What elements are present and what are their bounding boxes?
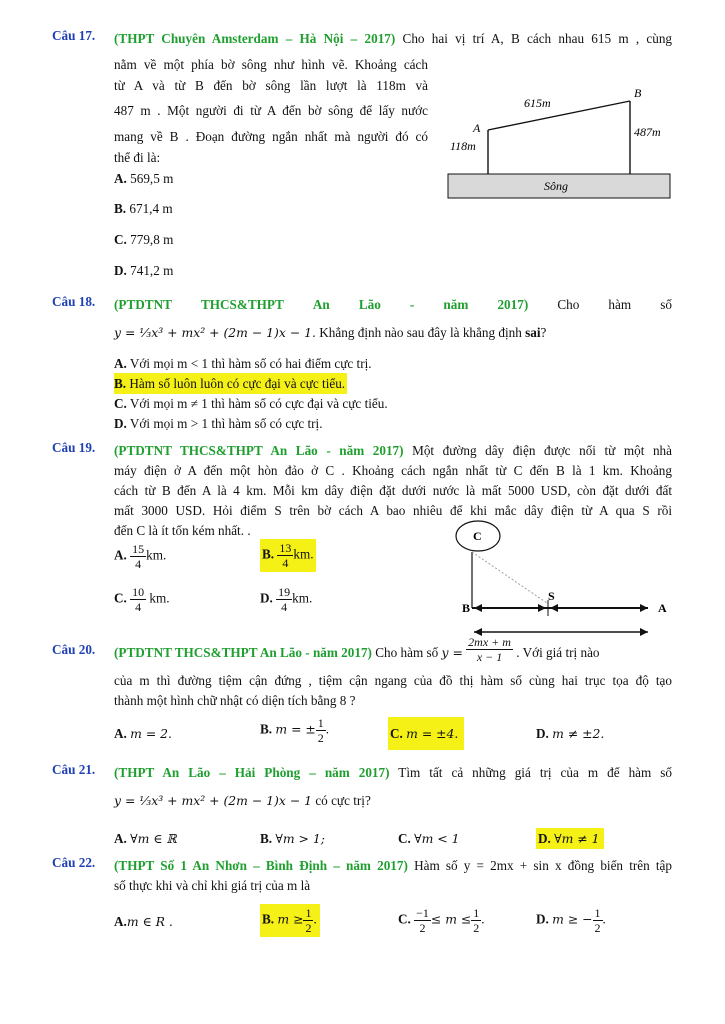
answer-option-d[interactable]: D. Với mọi m > 1 thì hàm số có cực trị. (114, 416, 323, 431)
answer-option-a[interactable]: A. m = 2. (114, 726, 172, 741)
river-figure (440, 82, 680, 206)
answer-option-d[interactable]: D. m ≠ ±2. (536, 726, 605, 741)
answer-option-d[interactable]: D. 741,2 m (114, 263, 174, 278)
label-c: C (473, 529, 482, 543)
question-line: thành một hình chữ nhật có diện tích bằng 8 ? (114, 693, 356, 708)
question-line: (THPT Số 1 An Nhơn – Bình Định – năm 2017) Hàm số y = 2mx + sin x đồng biến trên tập (114, 858, 673, 873)
answer-option-a[interactable]: A. ∀m ∈ ℝ (114, 831, 177, 846)
question-line: thể đi là: (114, 150, 161, 165)
question-number: Câu 17. (52, 28, 96, 43)
question-number: Câu 20. (52, 642, 96, 657)
island-figure (452, 518, 682, 646)
question-line: máy điện ở A đến một hòn đảo ở C . Khoảng cách ngắn nhất từ C đến B là 1 km. Khoảng (114, 463, 672, 478)
label-river: Sông (544, 179, 568, 193)
answer-option-b[interactable]: B. ∀m > 1; (260, 831, 325, 846)
answer-option-b[interactable]: B. $\frac{13}{4}$ km. (262, 541, 314, 570)
answer-option-c[interactable]: C. 779,8 m (114, 232, 174, 247)
function-fraction: $\frac{2mx + m}{x - 1}$ (468, 635, 511, 665)
question-line: cách từ B đến A là 4 km. Mỗi km dây điện đặt dưới nước là mất 5000 USD, còn đặt dưới đất (114, 483, 672, 498)
function-formula: y = ⅓x³ + mx² + (2m − 1)x − 1. (114, 325, 316, 340)
answer-option-d[interactable]: D. ∀m ≠ 1 (536, 828, 604, 849)
answer-option-a[interactable]: A.m ∈ R . (114, 914, 173, 929)
question-21 (52, 762, 672, 852)
question-18 (52, 294, 672, 434)
segment-ab (488, 101, 630, 130)
question-line: mất 3000 USD. Hỏi điểm S trên bờ cách A bao nhiêu để khi mắc dây điện từ A qua S rồi (114, 503, 672, 518)
label-s: S (548, 589, 555, 603)
question-source: (THPT Chuyên Amsterdam – Hà Nội – 2017) (114, 31, 396, 46)
question-line: từ A và từ B đến bờ sông lần lượt là 118m và (114, 78, 428, 93)
question-number: Câu 22. (52, 855, 96, 870)
question-line: (THPT Chuyên Amsterdam – Hà Nội – 2017) Cho hai vị trí A, B cách nhau 615 m , cùng (114, 31, 673, 46)
answer-option-b[interactable]: B. m = ± $\frac{1}{2}$ . (260, 716, 330, 745)
segment-cs (472, 552, 547, 603)
question-line: (PTDTNT THCS&THPT An Lão - năm 2017) Một đường dây điện được nối từ một nhà (114, 443, 673, 458)
answer-option-d[interactable]: D. $\frac{19}{4}$ km. (260, 585, 313, 614)
question-line: (THPT An Lão – Hải Phòng – năm 2017) Tìm tất cả những giá trị của m để hàm số (114, 765, 673, 780)
question-line: 487 m . Một người đi từ A đến bờ sông để lấy nước (114, 103, 428, 118)
question-22 (52, 855, 672, 955)
question-line: y = ⅓x³ + mx² + (2m − 1)x − 1. Khẳng định nào sau đây là khẳng định sai? (114, 325, 547, 340)
question-source: (PTDTNT THCS&THPT An Lão - năm 2017) (114, 645, 372, 660)
answer-option-a[interactable]: A. Với mọi m < 1 thì hàm số có hai điểm cực trị. (114, 356, 372, 371)
label-487: 487m (634, 125, 661, 139)
answer-option-a[interactable]: A. $\frac{15}{4}$ km. (114, 542, 167, 571)
answer-option-c[interactable]: C. m = ±4. (388, 717, 464, 750)
question-20 (52, 635, 672, 750)
answer-option-b[interactable]: B. 671,4 m (114, 201, 173, 216)
question-source: (THPT An Lão – Hải Phòng – năm 2017) (114, 765, 390, 780)
answer-option-b[interactable]: B. m ≥ $\frac{1}{2}$ . (260, 904, 320, 937)
question-body (114, 762, 672, 852)
question-source: (PTDTNT THCS&THPT An Lão - năm 2017) (114, 443, 404, 458)
answer-option-b[interactable]: B. Hàm số luôn luôn có cực đại và cực tiểu. (114, 373, 347, 394)
question-line: y = ⅓x³ + mx² + (2m − 1)x − 1 có cực trị? (114, 793, 371, 808)
answer-option-a[interactable]: A. 569,5 m (114, 171, 174, 186)
question-body (114, 635, 672, 750)
question-line: đến C là ít tốn kém nhất. . (114, 523, 251, 538)
label-b: B (462, 601, 471, 615)
label-a: A (473, 121, 481, 135)
label-a: A (658, 601, 667, 615)
question-body (114, 294, 672, 434)
answer-option-c[interactable]: C. Với mọi m ≠ 1 thì hàm số có cực đại và cực tiểu. (114, 396, 388, 411)
label-b: B (634, 86, 642, 100)
question-number: Câu 19. (52, 440, 96, 455)
function-formula: y = ⅓x³ + mx² + (2m − 1)x − 1 (114, 793, 313, 808)
question-line: số thực khi và chỉ khi giá trị của m là (114, 878, 311, 893)
label-118: 118m (450, 139, 476, 153)
question-source: (THPT Số 1 An Nhơn – Bình Định – năm 2017) (114, 858, 408, 873)
question-body (114, 855, 672, 955)
question-line: của m thì đường tiệm cận đứng , tiệm cận ngang của đồ thị hàm số cùng hai trục tọa độ tạo (114, 673, 672, 688)
label-ab: 615m (524, 96, 551, 110)
question-line: nằm về một phía bờ sông như hình vẽ. Khoảng cách (114, 57, 428, 72)
question-line: (PTDTNT THCS&THPT An Lão - năm 2017) Cho hàm số (114, 297, 672, 312)
answer-option-d[interactable]: D. m ≥ − $\frac{1}{2}$ . (536, 906, 606, 935)
answer-option-c[interactable]: C. ∀m < 1 (398, 831, 460, 846)
question-number: Câu 21. (52, 762, 96, 777)
answer-option-c[interactable]: C. $\frac{-1}{2}$ ≤ m ≤ $\frac{1}{2}$ . (398, 906, 485, 935)
question-line: mang về B . Đoạn đường ngắn nhất mà người đó có (114, 129, 428, 144)
answer-option-c[interactable]: C. $\frac{10}{4}$ km. (114, 585, 170, 614)
question-line: (PTDTNT THCS&THPT An Lão - năm 2017) Cho hàm số y = $\frac{2mx + m}{x - 1}$ . Với giá trị nào (114, 635, 600, 665)
question-number: Câu 18. (52, 294, 96, 309)
